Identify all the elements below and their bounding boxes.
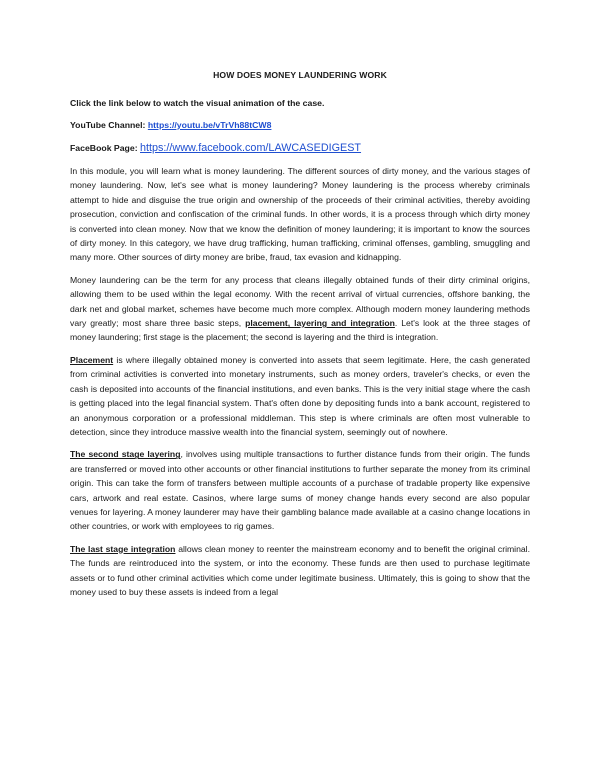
facebook-label: FaceBook Page: [70, 143, 141, 153]
youtube-link[interactable]: https://youtu.be/vTrVh88tCW8 [147, 120, 272, 130]
integration-text: allows clean money to reenter the mainstream economy and to benefit the original criminal. The funds are reintroduced into the system, or into the economy. These funds are then used to purchase legitimate assets or to fund other criminal activities which come under legitimate business. Ultimately, this is going to show that the money used to buy these assets is indeed from a legal [70, 543, 530, 597]
intro-text: Click the link below to watch the visual animation of the case. [70, 98, 325, 108]
paragraph-integration [70, 542, 530, 600]
layering-text: , involves using multiple transactions to further distance funds from their origin. The funds are transferred or moved into other accounts or other financial institutions to further separate the money from its criminal origin. This can take the form of transfers between multiple accounts of a purchase of tradable property like expensive cars, artwork and real estate. Casinos, where large sums of money change hands every second are also popular venues for layering. A money launderer may have their gambling balance made available at a casino change locations in other countries, or work with employees to rig games. [70, 449, 530, 532]
paragraph-overview-text: Money laundering can be the term for any process that cleans illegally obtained funds of their dirty criminal origins, allowing them to be used within the legal economy. With the recent arrival of virtual currencies, offshore banking, the dark net and global market, schemes have become much more complex. Although modern money laundering methods vary greatly; most share three basic steps, [70, 274, 530, 329]
facebook-line [70, 142, 530, 154]
paragraph-placement [70, 353, 530, 439]
paragraph-overview [70, 273, 530, 345]
facebook-link[interactable]: https://www.facebook.com/LAWCASEDIGEST [140, 142, 362, 154]
three-steps-highlight: placement, layering and integration [245, 318, 395, 329]
youtube-line [70, 120, 530, 130]
youtube-label: YouTube Channel: [70, 120, 148, 130]
paragraph-overview-tail: . Let's look at the three stages of money laundering; first stage is the placement; the second is layering and the third is integration. [70, 318, 530, 343]
paragraph-definition: In this module, you will learn what is money laundering. The different sources of dirty money, and the various stages of money laundering. Now, let's see what is money laundering? Money laundering is the process whereby criminals attempt to hide and disguise the true origin and ownership of the proceeds of their criminal activities, thereby avoiding prosecution, conviction and confiscation of the criminal funds. In other words, it is a process through which dirty money is converted into clean money. Now that we know the definition of money laundering; it is important to know the sources of dirty money. In this category, we have drug trafficking, human trafficking, criminal offenses, gambling, smuggling and many more. Other sources of dirty money are bribe, fraud, tax evasion and kidnapping. [70, 166, 530, 263]
placement-heading: Placement [70, 354, 114, 365]
layering-heading: The second stage layering [70, 449, 181, 460]
placement-text: is where illegally obtained money is converted into assets that seem legitimate. Here, the cash generated from criminal activities is converted into monetary instruments, such as money orders, traveler's checks, or even the cash is deposited into accounts of the financial institutions, and even banks. This is the very initial stage where the cash is getting placed into the legal financial system. That's often done by depositing funds into a bank account, registered to an anonymous corporation or a professional middleman. This step is where criminals are often most vulnerable to detection, since they introduce massive wealth into the financial system, seemingly out of nowhere. [70, 354, 530, 437]
integration-heading: The last stage integration [70, 543, 176, 554]
paragraph-layering [70, 447, 530, 533]
page-title: HOW DOES MONEY LAUNDERING WORK [213, 70, 387, 80]
